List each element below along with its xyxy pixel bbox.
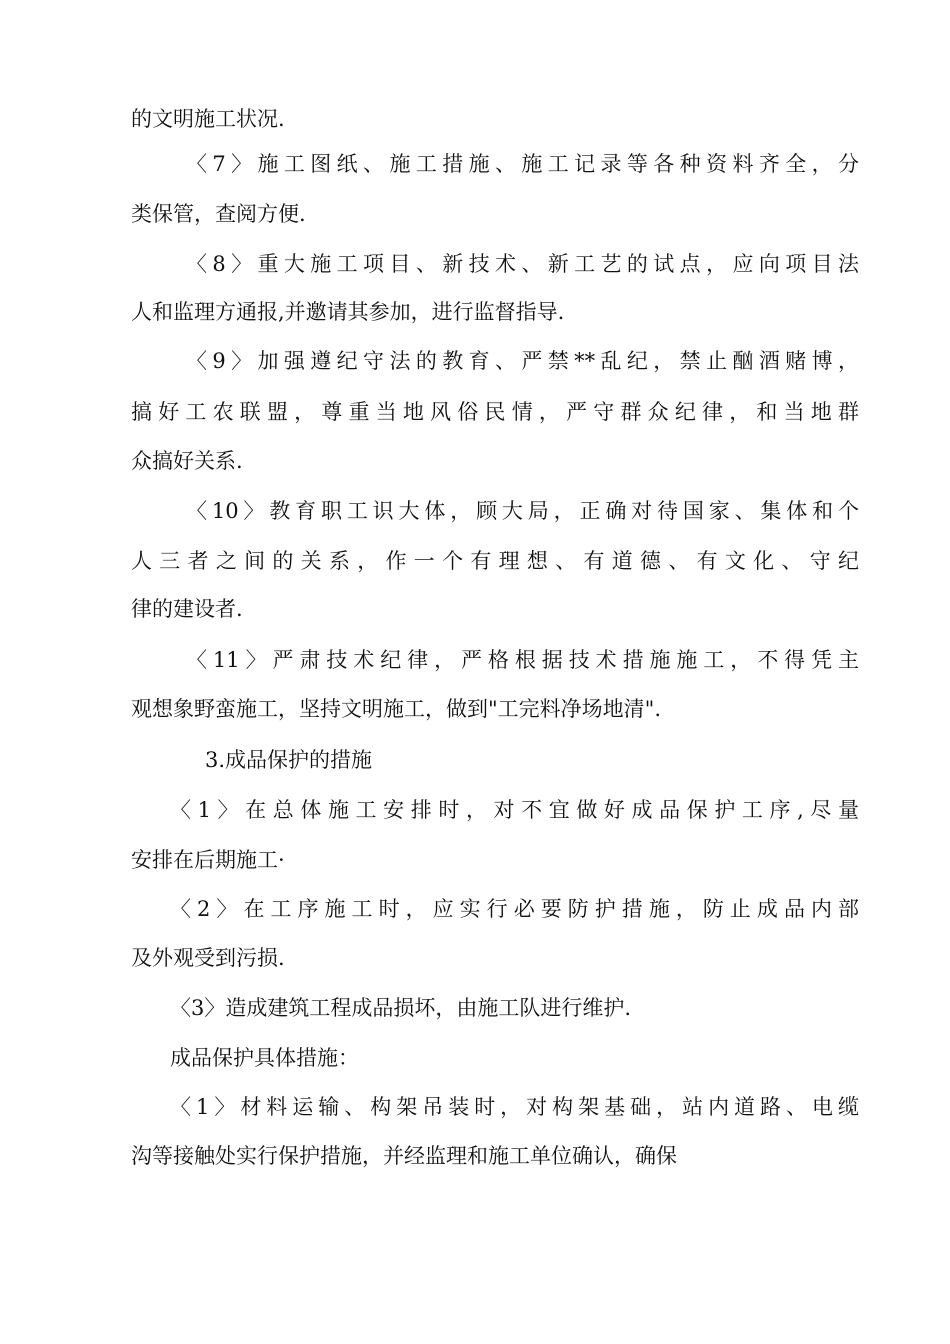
text-line: 〈11〉严肃技术纪律，严格根据技术措施施工，不得凭主 bbox=[186, 648, 859, 672]
text-line: 人三者之间的关系，作一个有理想、有道德、有文化、守纪 bbox=[131, 549, 859, 573]
text-line: 〈3〉造成建筑工程成品损坏，由施工队进行维护. bbox=[170, 996, 632, 1020]
text-line: 搞好工农联盟，尊重当地风俗民情，严守群众纪律，和当地群 bbox=[131, 400, 859, 424]
text-line: 的文明施工状况. bbox=[131, 107, 285, 131]
text-line: 〈10〉教育职工识大体，顾大局，正确对待国家、集体和个 bbox=[186, 499, 859, 523]
text-line: 及外观受到污损. bbox=[131, 946, 285, 970]
text-line: 〈1〉在总体施工安排时，对不宜做好成品保护工序,尽量 bbox=[170, 798, 859, 822]
text-line: 观想象野蛮施工，坚持文明施工，做到"工完料净场地清". bbox=[131, 697, 661, 721]
text-line: 〈9〉加强遵纪守法的教育、严禁**乱纪，禁止酗酒赌博， bbox=[186, 349, 859, 373]
text-line: 〈1〉材料运输、构架吊装时，对构架基础，站内道路、电缆 bbox=[170, 1095, 859, 1119]
section-heading: 3.成品保护的措施 bbox=[205, 748, 373, 772]
text-line: 类保管，查阅方便. bbox=[131, 202, 306, 226]
text-line: 〈7〉施工图纸、施工措施、施工记录等各种资料齐全，分 bbox=[186, 152, 859, 176]
subheading: 成品保护具体措施： bbox=[170, 1046, 359, 1070]
text-line: 〈8〉重大施工项目、新技术、新工艺的试点，应向项目法 bbox=[186, 252, 859, 276]
text-line: 沟等接触处实行保护措施，并经监理和施工单位确认，确保 bbox=[131, 1144, 677, 1168]
text-line: 安排在后期施工· bbox=[131, 848, 285, 872]
text-line: 人和监理方通报,并邀请其参加，进行监督指导. bbox=[131, 300, 565, 324]
text-line: 律的建设者. bbox=[131, 597, 243, 621]
text-line: 〈2〉在工序施工时，应实行必要防护措施，防止成品内部 bbox=[170, 897, 859, 921]
text-line: 众搞好关系. bbox=[131, 449, 243, 473]
